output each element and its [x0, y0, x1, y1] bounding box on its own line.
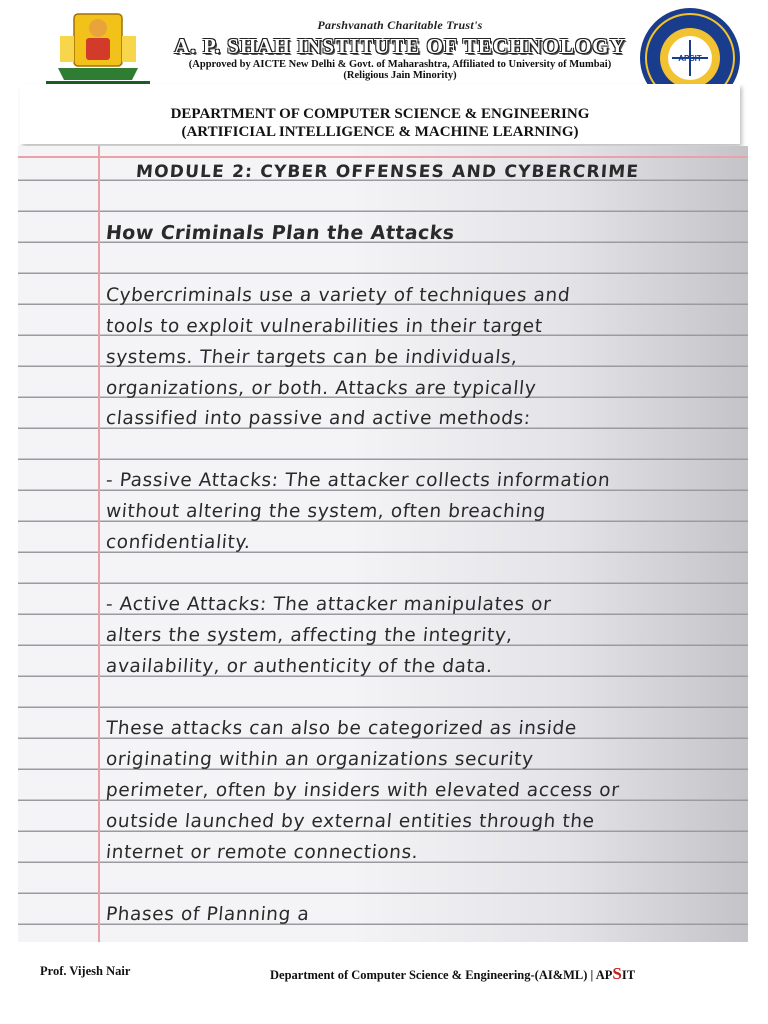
- note-line: without altering the system, often breaching: [105, 501, 547, 522]
- note-line: Phases of Planning a: [105, 904, 311, 925]
- trust-name: Parshvanath Charitable Trust's: [317, 18, 483, 32]
- department-title: DEPARTMENT OF COMPUTER SCIENCE & ENGINEERING: [170, 106, 590, 122]
- footer-department: [270, 964, 635, 984]
- note-line: outside launched by external entities through the: [105, 811, 596, 832]
- note-line: alters the system, affecting the integrity,: [105, 625, 514, 646]
- note-line: - Active Attacks: The attacker manipulates or: [105, 594, 553, 615]
- note-line: - Passive Attacks: The attacker collects information: [105, 470, 612, 491]
- section-heading: How Criminals Plan the Attacks: [104, 222, 456, 244]
- footer-brand-s: S: [612, 964, 622, 983]
- note-line: tools to exploit vulnerabilities in their target: [105, 316, 544, 337]
- footer-brand-it: IT: [621, 968, 636, 982]
- note-line: originating within an organizations security: [105, 749, 535, 770]
- notebook-page: [18, 146, 748, 942]
- approval-note: (Approved by AICTE New Delhi & Govt. of Maharashtra, Affiliated to University of Mumbai): [188, 59, 612, 70]
- department-subtitle: (ARTIFICIAL INTELLIGENCE & MACHINE LEARNING): [181, 124, 579, 140]
- module-title: MODULE 2: CYBER OFFENSES AND CYBERCRIME: [135, 162, 640, 182]
- institute-emblem-logo: [36, 6, 160, 92]
- svg-text:APSIT: APSIT: [678, 54, 702, 63]
- note-line: confidentiality.: [105, 532, 252, 553]
- footer-department-text: Department of Computer Science & Engineering-(AI&ML) | AP: [270, 968, 613, 982]
- institute-header: [0, 0, 768, 150]
- note-line: organizations, or both. Attacks are typically: [105, 378, 538, 399]
- note-line: systems. Their targets can be individuals,: [105, 347, 519, 368]
- note-line: availability, or authenticity of the data.: [105, 656, 494, 677]
- institute-name: A. P. SHAH INSTITUTE OF TECHNOLOGY: [174, 34, 626, 58]
- note-line: classified into passive and active methods:: [105, 408, 532, 429]
- note-line: These attacks can also be categorized as inside: [105, 718, 578, 739]
- note-line: perimeter, often by insiders with elevated access or: [105, 780, 621, 801]
- note-line: Cybercriminals use a variety of techniques and: [105, 285, 572, 306]
- footer-author: Prof. Vijesh Nair: [40, 964, 131, 978]
- note-line: internet or remote connections.: [105, 842, 420, 863]
- minority-note: (Religious Jain Minority): [343, 70, 457, 81]
- left-margin-line: [98, 146, 100, 942]
- top-margin-line: [18, 156, 748, 158]
